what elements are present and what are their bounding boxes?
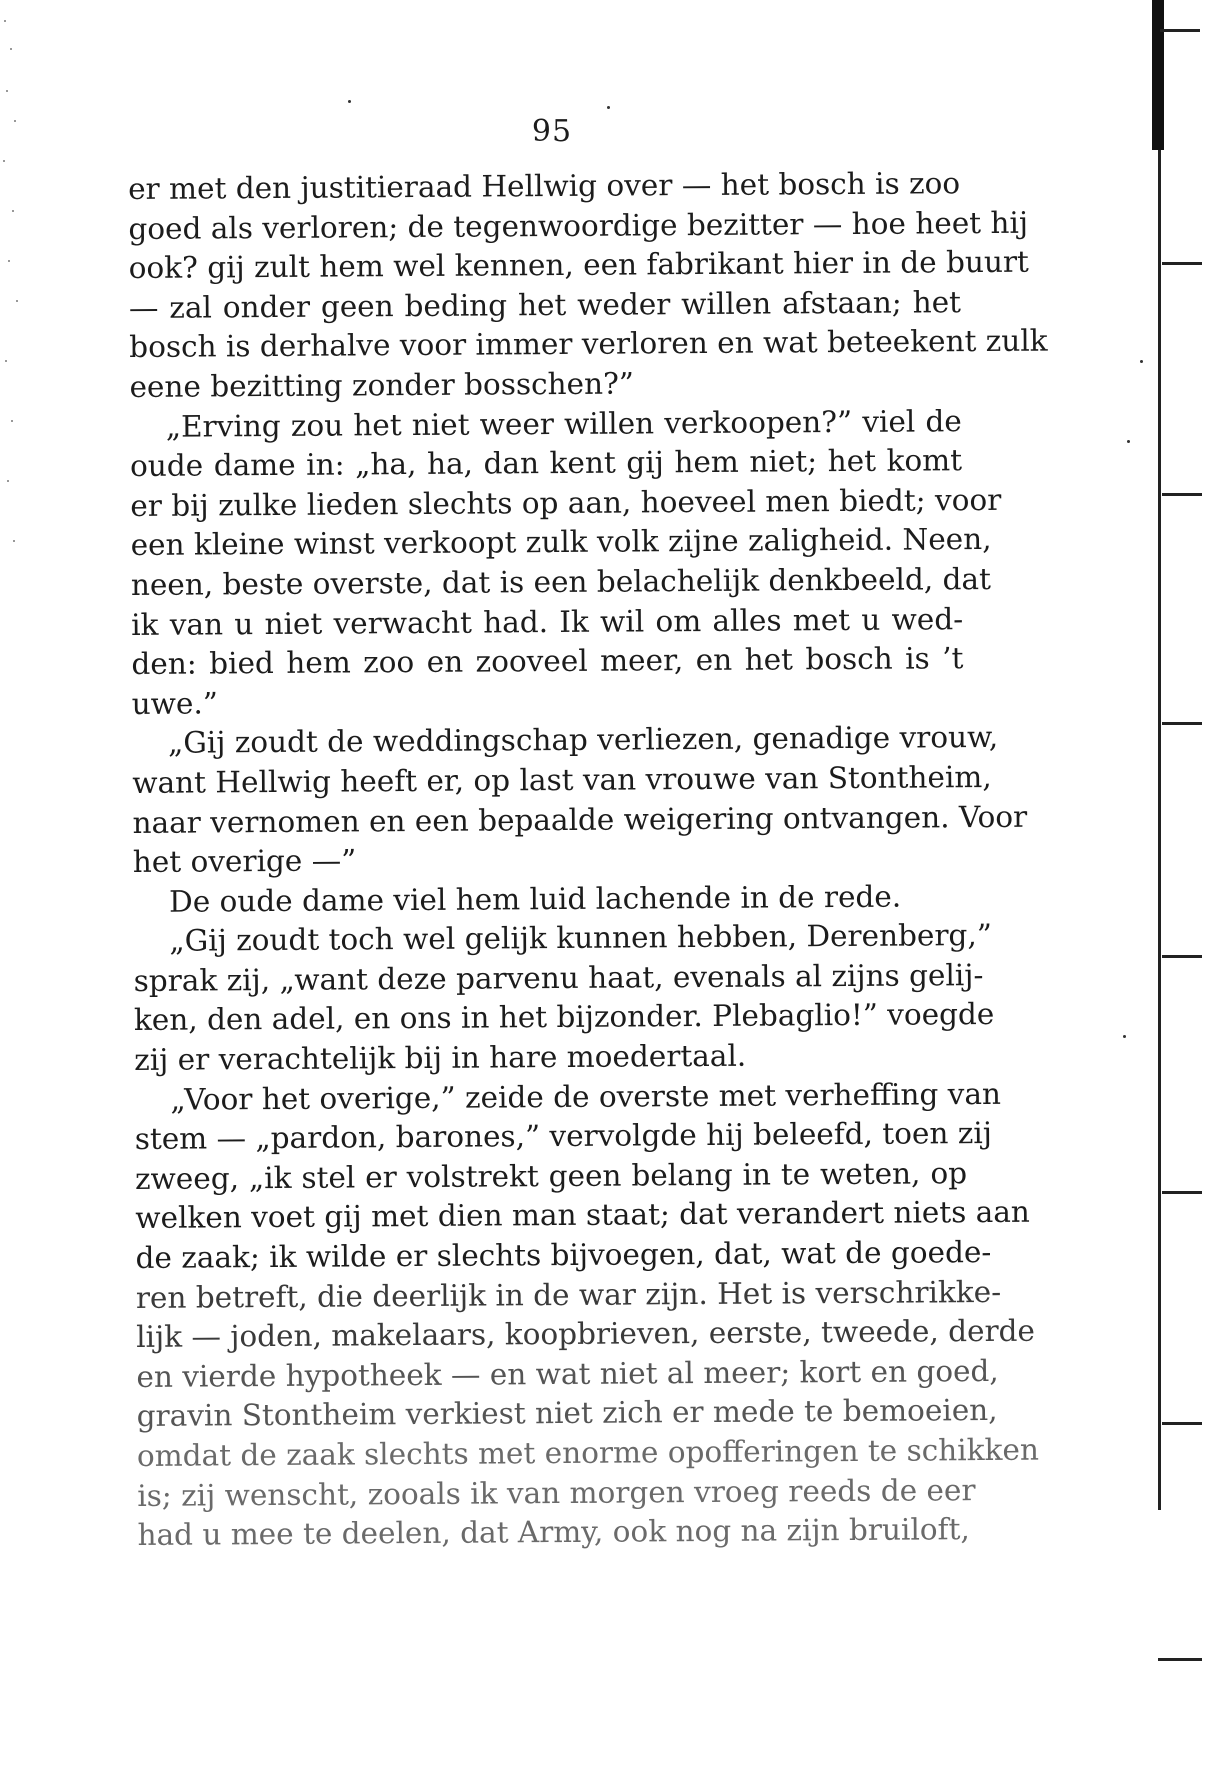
scan-speck	[348, 100, 351, 103]
text-line: De oude dame viel hem luid lachende in de rede.	[168, 879, 902, 919]
text-line: ren betreft, die deerlijk in de war zijn. Het is verschrikke-	[135, 1274, 1002, 1315]
text-line: welken voet gij met dien man staat; dat verandert niets aan	[135, 1195, 1030, 1236]
scan-binding-edge	[1152, 0, 1164, 150]
scan-tick-mark	[1162, 262, 1202, 265]
text-line: sprak zij, „want deze parvenu haat, evenals al zijns gelij-	[133, 957, 984, 998]
text-line: „Gij zoudt toch wel gelijk kunnen hebben, Derenberg,”	[169, 918, 992, 959]
text-line: want Hellwig heeft er, op last van vrouwe van Stontheim,	[132, 759, 992, 800]
text-line: „Gij zoudt de weddingschap verliezen, genadige vrouw,	[167, 720, 999, 761]
text-line: zij er verachtelijk bij in hare moedertaal.	[134, 1038, 747, 1078]
text-line: neen, beste overste, dat is een belachelijk denkbeeld, dat	[130, 561, 992, 602]
scan-binding-line	[1158, 150, 1161, 1510]
text-line: goed als verloren; de tegenwoordige bezitter — hoe heet hij	[128, 205, 1029, 246]
scan-tick-mark	[1162, 1422, 1202, 1425]
text-line: „Voor het overige,” zeide de overste met verheffing van	[170, 1076, 1002, 1117]
scan-tick-mark	[1162, 722, 1202, 725]
text-line: oude dame in: „ha, ha, dan kent gij hem niet; het komt	[129, 443, 963, 484]
text-line: de zaak; ik wilde er slechts bijvoegen, dat, wat de goede-	[135, 1235, 992, 1276]
text-line: er bij zulke lieden slechts op aan, hoeveel men biedt; voor	[130, 482, 1002, 523]
text-line: ik van u niet verwacht had. Ik wil om alles met u wed-	[131, 601, 964, 642]
scan-speck	[1127, 440, 1130, 443]
text-line: omdat de zaak slechts met enorme opofferingen te schikken	[136, 1432, 1039, 1473]
scan-speck	[1140, 360, 1143, 363]
text-line: bosch is derhalve voor immer verloren en wat beteekent zulk	[129, 323, 1048, 365]
text-line: — zal onder geen beding het weder willen afstaan; het	[128, 284, 962, 325]
scan-tick-mark	[1158, 1658, 1202, 1661]
scan-tick-mark	[1160, 29, 1200, 32]
text-line: uwe.”	[131, 686, 219, 721]
scan-tick-mark	[1162, 1191, 1202, 1194]
text-line: en vierde hypotheek — en wat niet al meer; kort en goed,	[136, 1353, 999, 1394]
text-line: stem — „pardon, barones,” vervolgde hij beleefd, toen zij	[134, 1116, 993, 1157]
text-line: het overige —”	[132, 843, 357, 880]
scan-speck	[1123, 1035, 1126, 1038]
scan-tick-mark	[1162, 955, 1202, 958]
text-line: gravin Stontheim verkiest niet zich er mede te bemoeien,	[136, 1393, 998, 1434]
text-line: naar vernomen en een bepaalde weigering ontvangen. Voor	[132, 799, 1028, 840]
text-line: ook? gij zult hem wel kennen, een fabrikant hier in de buurt	[128, 244, 1029, 286]
scan-edge-noise	[0, 0, 30, 600]
text-line: had u mee te deelen, dat Army, ook nog na zijn bruiloft,	[137, 1512, 970, 1553]
page-number: 95	[531, 114, 573, 149]
scan-tick-mark	[1162, 493, 1202, 496]
text-line: zweeg, „ik stel er volstrekt geen belang in te weten, op	[134, 1156, 968, 1196]
text-line: eene bezitting zonder bosschen?”	[129, 366, 635, 404]
text-line: een kleine winst verkoopt zulk volk zijne zaligheid. Neen,	[130, 522, 992, 563]
text-line: lijk — joden, makelaars, koopbrieven, eerste, tweede, derde	[136, 1313, 1036, 1355]
scan-speck	[607, 106, 610, 109]
text-line: ken, den adel, en ons in het bijzonder. Plebaglio!” voegde	[133, 997, 995, 1038]
text-line: er met den justitieraad Hellwig over — het bosch is zoo	[128, 166, 961, 206]
body-text	[128, 164, 1048, 1556]
text-line: is; zij wenscht, zooals ik van morgen vroeg reeds de eer	[137, 1472, 976, 1513]
text-line: den: bied hem zoo en zooveel meer, en het bosch is ’t	[131, 641, 964, 682]
text-line: „Erving zou het niet weer willen verkoopen?” viel de	[165, 403, 962, 444]
